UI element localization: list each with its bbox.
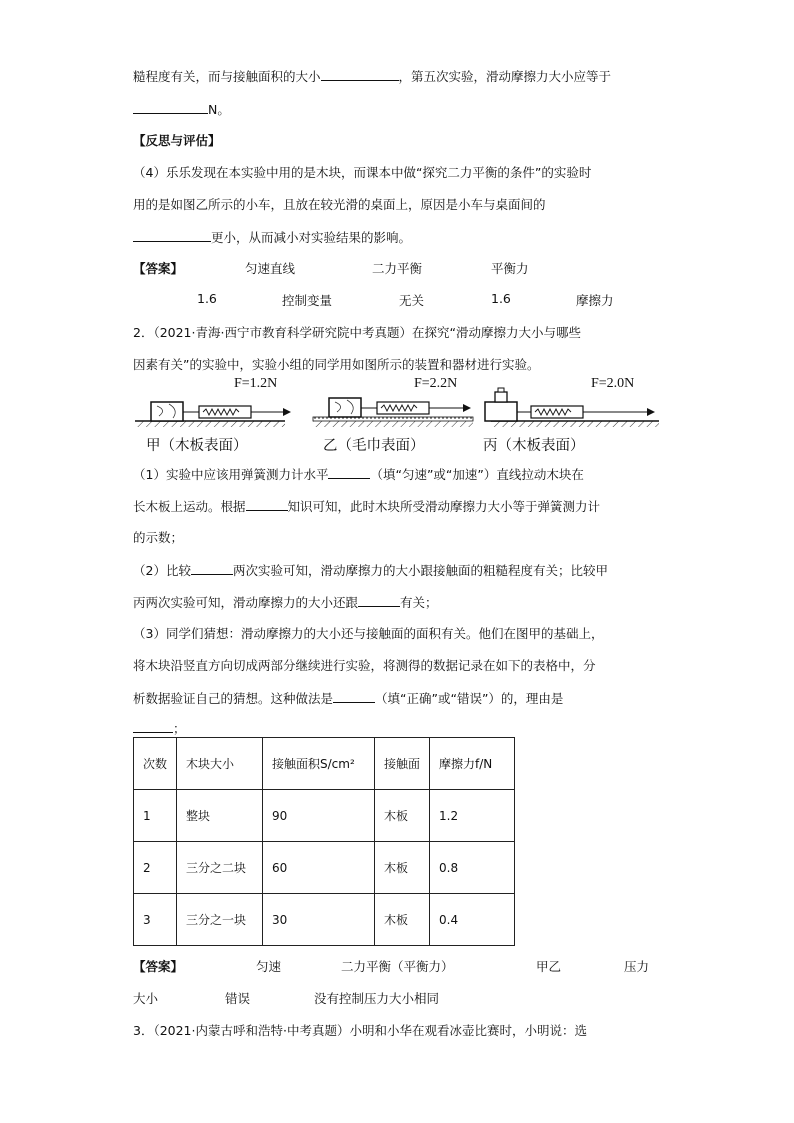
table-header-cell: 次数 xyxy=(134,738,177,790)
wood-block xyxy=(151,402,183,421)
table-cell: 30 xyxy=(263,894,375,946)
answer-blank xyxy=(191,560,233,575)
answer-item: 匀速 xyxy=(256,959,282,974)
figure-caption-yi: 乙（毛巾表面） xyxy=(323,438,425,454)
force-label-yi: F=2.2N xyxy=(414,376,458,391)
q2-p1-line2: 长木板上运动。根据 知识可知，此时木块所受滑动摩擦力大小等于弹簧测力计 xyxy=(133,496,600,515)
answer-blank xyxy=(333,688,375,703)
table-row xyxy=(134,842,515,894)
table-cell: 90 xyxy=(263,790,375,842)
table-cell: 三分之二块 xyxy=(177,842,263,894)
q4-line1: （4）乐乐发现在本实验中用的是木块，而课本中做“探究二力平衡的条件”的实验时 xyxy=(133,165,592,180)
answer-item: 匀速直线 xyxy=(245,261,296,276)
answer-item: 错误 xyxy=(225,991,251,1006)
table-cell: 木板 xyxy=(375,842,430,894)
answer-item: 控制变量 xyxy=(282,293,333,308)
answer-blank xyxy=(133,718,173,733)
q2-p2-line2: 丙两次实验可知，滑动摩擦力的大小还跟 有关； xyxy=(133,592,438,611)
table-header-cell: 木块大小 xyxy=(177,738,263,790)
q2-p3-line2: 将木块沿竖直方向切成两部分继续进行实验，将测得的数据记录在如下的表格中，分 xyxy=(133,658,596,673)
answer-blank xyxy=(321,66,399,81)
wood-block xyxy=(329,398,361,417)
figure-caption-bing: 丙（木板表面） xyxy=(483,438,585,454)
table-cell: 0.4 xyxy=(430,894,515,946)
table-row xyxy=(134,894,515,946)
q4-line3: 更小，从而减小对实验结果的影响。 xyxy=(133,227,411,246)
table-cell: 整块 xyxy=(177,790,263,842)
q2-p1-line3: 的示数； xyxy=(133,530,184,545)
answer-item: 摩擦力 xyxy=(576,293,614,308)
answer-item: 二力平衡 xyxy=(372,261,423,276)
table-header-cell: 接触面 xyxy=(375,738,430,790)
answer-blank xyxy=(246,496,288,511)
figure-caption-jia: 甲（木板表面） xyxy=(146,438,248,454)
q1-line2: N。 xyxy=(133,99,230,118)
table-header-cell: 接触面积S/cm² xyxy=(263,738,375,790)
q4-line2: 用的是如图乙所示的小车，且放在较光滑的桌面上，原因是小车与桌面间的 xyxy=(133,197,546,212)
table-cell: 木板 xyxy=(375,790,430,842)
table-cell: 2 xyxy=(134,842,177,894)
table-cell: 60 xyxy=(263,842,375,894)
force-label-bing: F=2.0N xyxy=(591,376,635,391)
table-cell: 1 xyxy=(134,790,177,842)
table-cell: 三分之一块 xyxy=(177,894,263,946)
answer-blank xyxy=(358,592,400,607)
weight xyxy=(495,392,507,402)
answer-item: 平衡力 xyxy=(491,261,529,276)
answer-item: 无关 xyxy=(399,293,425,308)
answer-blank xyxy=(328,464,370,479)
answer-label: 【答案】 xyxy=(133,261,184,276)
table-header-row xyxy=(134,738,515,790)
setup-yi xyxy=(313,398,473,427)
answer-item: 压力 xyxy=(624,959,650,974)
answer-blank xyxy=(133,227,211,242)
reflect-heading: 【反思与评估】 xyxy=(133,133,221,148)
answer-item: 大小 xyxy=(133,991,159,1006)
answer-blank xyxy=(133,99,208,114)
table-cell: 3 xyxy=(134,894,177,946)
q2-p3-line4: ； xyxy=(133,718,186,737)
q1-line1: 糙程度有关，而与接触面积的大小 ，第五次实验，滑动摩擦力大小应等于 xyxy=(133,66,611,85)
wood-block xyxy=(485,402,517,421)
q2-p3-line3: 析数据验证自己的猜想。这种做法是 （填“正确”或“错误”）的，理由是 xyxy=(133,688,563,707)
q2-title-line2: 因素有关”的实验中，实验小组的同学用如图所示的装置和器材进行实验。 xyxy=(133,357,540,372)
friction-data-table xyxy=(133,737,515,946)
answer-item: 二力平衡（平衡力） xyxy=(341,959,454,974)
answer-item: 1.6 xyxy=(197,291,217,306)
setup-jia xyxy=(135,402,291,427)
setup-bing xyxy=(485,388,659,427)
table-cell: 1.2 xyxy=(430,790,515,842)
answer-item: 1.6 xyxy=(491,291,511,306)
table-header-cell: 摩擦力f/N xyxy=(430,738,515,790)
q2-p1-line1: （1）实验中应该用弹簧测力计水平 （填“匀速”或“加速”）直线拉动木块在 xyxy=(133,464,584,483)
force-label-jia: F=1.2N xyxy=(234,376,278,391)
q2-p2-line1: （2）比较 两次实验可知，滑动摩擦力的大小跟接触面的粗糙程度有关；比较甲 xyxy=(133,560,608,579)
table-row xyxy=(134,790,515,842)
q2-title-line1: 2．（2021·青海·西宁市教育科学研究院中考真题）在探究“滑动摩擦力大小与哪些 xyxy=(133,325,581,340)
q2-p3-line1: （3）同学们猜想：滑动摩擦力的大小还与接触面的面积有关。他们在图甲的基础上， xyxy=(133,626,604,641)
table-cell: 0.8 xyxy=(430,842,515,894)
q3-title-line1: 3．（2021·内蒙古呼和浩特·中考真题）小明和小华在观看冰壶比赛时，小明说：选 xyxy=(133,1023,587,1038)
answer-item: 甲乙 xyxy=(536,959,562,974)
answer-item: 没有控制压力大小相同 xyxy=(314,991,440,1006)
table-cell: 木板 xyxy=(375,894,430,946)
answer-label: 【答案】 xyxy=(133,959,184,974)
